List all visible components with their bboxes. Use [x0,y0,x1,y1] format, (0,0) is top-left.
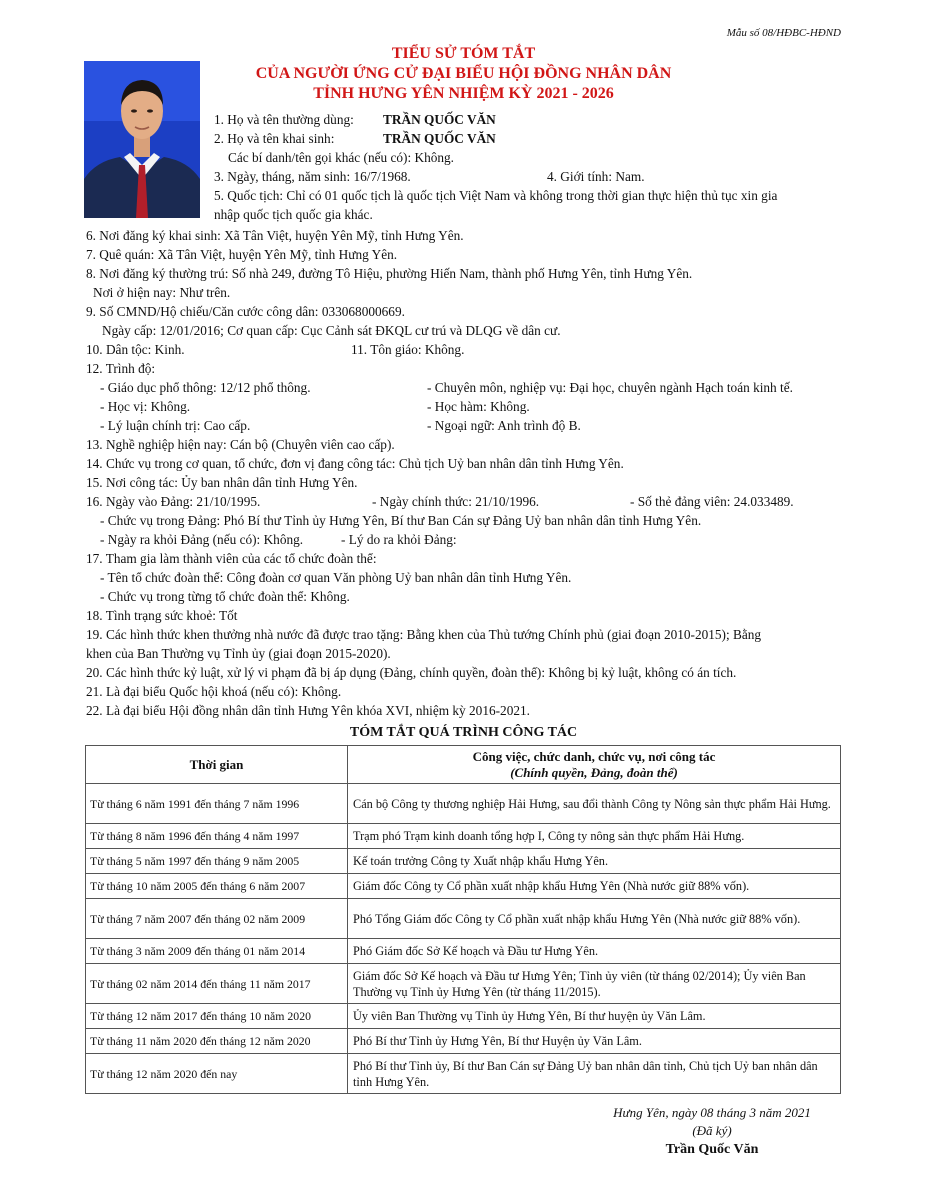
party-leave-date: - Ngày ra khỏi Đảng (nếu có): Không. [100,532,304,547]
row-work: Phó Tổng Giám đốc Công ty Cổ phần xuất nhập khẩu Hưng Yên (Nhà nước giữ 88% vốn). [348,899,841,939]
item-2-value: TRẦN QUỐC VĂN [383,131,496,146]
item-17-organizations: 17. Tham gia làm thành viên của các tổ chức đoàn thể: [86,551,377,566]
item-13-occupation: 13. Nghề nghiệp hiện nay: Cán bộ (Chuyên viên cao cấp). [86,437,395,452]
party-leave-reason: - Lý do ra khỏi Đảng: [341,532,457,547]
col-work-header [348,746,841,784]
career-table-header [86,746,841,784]
item-18-health: 18. Tình trạng sức khoẻ: Tốt [86,608,238,623]
document-subtitle: CỦA NGƯỜI ỨNG CỬ ĐẠI BIỂU HỘI ĐỒNG NHÂN DÂN [255,65,672,82]
table-row [86,1054,841,1094]
table-row [86,824,841,849]
education-professional: - Chuyên môn, nghiệp vụ: Đại học, chuyên ngành Hạch toán kinh tế. [427,380,793,395]
row-work: Trạm phó Trạm kinh doanh tổng hợp I, Công ty nông sản thực phẩm Hải Hưng. [348,824,841,849]
item-15-workplace: 15. Nơi công tác: Ủy ban nhân dân tỉnh Hưng Yên. [86,475,358,490]
item-19-awards: 19. Các hình thức khen thưởng nhà nước đã được trao tặng: Bằng khen của Thủ tướng Chính phủ (giai đoạn 2010-2015); Bằng [86,627,762,642]
row-time: Từ tháng 3 năm 2009 đến tháng 01 năm 2014 [86,939,348,964]
education-degree: - Học vị: Không. [100,399,191,414]
item-10-ethnicity: 10. Dân tộc: Kinh. [86,342,185,357]
row-time: Từ tháng 8 năm 1996 đến tháng 4 năm 1997 [86,824,348,849]
table-row [86,1004,841,1029]
table-row [86,849,841,874]
party-official-date: - Ngày chính thức: 21/10/1996. [372,494,540,509]
document-title: TIỂU SỬ TÓM TẮT [391,45,536,62]
document-term: TỈNH HƯNG YÊN NHIỆM KỲ 2021 - 2026 [313,85,614,102]
item-1-value: TRẦN QUỐC VĂN [383,112,496,127]
row-time: Từ tháng 11 năm 2020 đến tháng 12 năm 2020 [86,1029,348,1054]
row-time: Từ tháng 5 năm 1997 đến tháng 9 năm 2005 [86,849,348,874]
table-row [86,899,841,939]
row-time: Từ tháng 7 năm 2007 đến tháng 02 năm 2009 [86,899,348,939]
education-general: - Giáo dục phổ thông: 12/12 phổ thông. [100,380,311,395]
row-work: Phó Bí thư Tỉnh ủy Hưng Yên, Bí thư Huyện ủy Văn Lâm. [348,1029,841,1054]
row-work: Cán bộ Công ty thương nghiệp Hải Hưng, sau đổi thành Công ty Nông sản thực phẩm Hải Hưng. [348,784,841,824]
signature-place-date: Hưng Yên, ngày 08 tháng 3 năm 2021 [613,1105,811,1120]
row-work: Phó Bí thư Tỉnh ủy, Bí thư Ban Cán sự Đảng Uỷ ban nhân dân tỉnh, Chủ tịch Uỷ ban nhân dân tỉnh Hưng Yên. [348,1054,841,1094]
career-table [85,745,841,1094]
table-row [86,874,841,899]
col-time-header: Thời gian [86,746,348,784]
item-2-label: 2. Họ và tên khai sinh: [214,131,335,146]
party-card-number: - Số thẻ đảng viên: 24.033489. [630,494,794,509]
row-time: Từ tháng 10 năm 2005 đến tháng 6 năm 2007 [86,874,348,899]
organization-name: - Tên tổ chức đoàn thể: Công đoàn cơ quan Văn phòng Uỷ ban nhân dân tỉnh Hưng Yên. [100,570,572,585]
form-code: Mẫu số 08/HĐBC-HĐND [726,27,841,39]
table-row [86,939,841,964]
table-row [86,784,841,824]
item-5-nationality: 5. Quốc tịch: Chỉ có 01 quốc tịch là quốc tịch Việt Nam và không trong thời gian thực hiện thủ tục xin gia [214,188,778,203]
item-8-current-address: Nơi ở hiện nay: Như trên. [93,285,231,300]
item-6-birthplace: 6. Nơi đăng ký khai sinh: Xã Tân Việt, huyện Yên Mỹ, tỉnh Hưng Yên. [86,228,464,243]
item-4-gender: 4. Giới tính: Nam. [547,169,645,184]
row-time: Từ tháng 02 năm 2014 đến tháng 11 năm 2017 [86,964,348,1004]
organization-position: - Chức vụ trong từng tổ chức đoàn thể: Không. [100,589,350,604]
row-time: Từ tháng 6 năm 1991 đến tháng 7 năm 1996 [86,784,348,824]
row-time: Từ tháng 12 năm 2017 đến tháng 10 năm 2020 [86,1004,348,1029]
item-3-birthdate: 3. Ngày, tháng, năm sinh: 16/7/1968. [214,169,411,184]
item-9-issue-info: Ngày cấp: 12/01/2016; Cơ quan cấp: Cục Cảnh sát ĐKQL cư trú và DLQG về dân cư. [102,323,561,338]
row-work: Giám đốc Công ty Cổ phần xuất nhập khẩu Hưng Yên (Nhà nước giữ 88% vốn). [348,874,841,899]
row-work: Ủy viên Ban Thường vụ Tỉnh ủy Hưng Yên, Bí thư huyện ủy Văn Lâm. [348,1004,841,1029]
item-5-nationality-cont: nhập quốc tịch quốc gia khác. [214,207,373,222]
item-21-national-assembly: 21. Là đại biểu Quốc hội khoá (nếu có): Không. [86,684,342,699]
portrait-photo [84,61,200,218]
item-20-discipline: 20. Các hình thức kỷ luật, xử lý vi phạm đã bị áp dụng (Đảng, chính quyền, đoàn thể): Không bị kỷ luật, không có án tích. [86,665,737,680]
item-9-id-number: 9. Số CMND/Hộ chiếu/Căn cước công dân: 033068000669. [86,304,405,319]
table-row [86,964,841,1004]
education-academic-title: - Học hàm: Không. [427,399,530,414]
item-8-residence: 8. Nơi đăng ký thường trú: Số nhà 249, đường Tô Hiệu, phường Hiến Nam, thành phố Hưng Yên, tỉnh Hưng Yên. [86,266,693,281]
signature-note: (Đã ký) [692,1123,732,1138]
col-work-header-line2: (Chính quyền, Đảng, đoàn thể) [510,764,678,780]
signature-name: Trần Quốc Văn [665,1142,759,1157]
table-row [86,1029,841,1054]
row-work: Phó Giám đốc Sở Kế hoạch và Đầu tư Hưng Yên. [348,939,841,964]
item-14-position: 14. Chức vụ trong cơ quan, tổ chức, đơn vị đang công tác: Chủ tịch Uỷ ban nhân dân tỉnh Hưng Yên. [86,456,624,471]
education-foreign-language: - Ngoại ngữ: Anh trình độ B. [427,418,581,433]
item-11-religion: 11. Tôn giáo: Không. [351,342,465,357]
col-work-header-line1: Công việc, chức danh, chức vụ, nơi công tác [472,748,716,764]
education-political-theory: - Lý luận chính trị: Cao cấp. [100,418,251,433]
item-19-awards-cont: khen của Ban Thường vụ Tỉnh ủy (giai đoạn 2015-2020). [86,646,391,661]
party-position: - Chức vụ trong Đảng: Phó Bí thư Tỉnh ủy Hưng Yên, Bí thư Ban Cán sự Đảng Uỷ ban nhân dân tỉnh Hưng Yên. [100,513,702,528]
row-work: Giám đốc Sở Kế hoạch và Đầu tư Hưng Yên; Tỉnh ủy viên (từ tháng 02/2014); Ủy viên Ban Thường vụ Tỉnh ủy Hưng Yên (từ tháng 11/2015). [348,964,841,1004]
career-section-title: TÓM TẮT QUÁ TRÌNH CÔNG TÁC [349,725,578,740]
row-time: Từ tháng 12 năm 2020 đến nay [86,1054,348,1094]
row-work: Kế toán trưởng Công ty Xuất nhập khẩu Hưng Yên. [348,849,841,874]
item-12-education: 12. Trình độ: [86,361,156,376]
alias: Các bí danh/tên gọi khác (nếu có): Không. [228,150,454,165]
item-1-label: 1. Họ và tên thường dùng: [214,112,354,127]
item-16-party-join-date: 16. Ngày vào Đảng: 21/10/1995. [86,494,261,509]
item-22-council-member: 22. Là đại biểu Hội đồng nhân dân tỉnh Hưng Yên khóa XVI, nhiệm kỳ 2016-2021. [86,703,530,718]
item-7-hometown: 7. Quê quán: Xã Tân Việt, huyện Yên Mỹ, tỉnh Hưng Yên. [86,247,398,262]
